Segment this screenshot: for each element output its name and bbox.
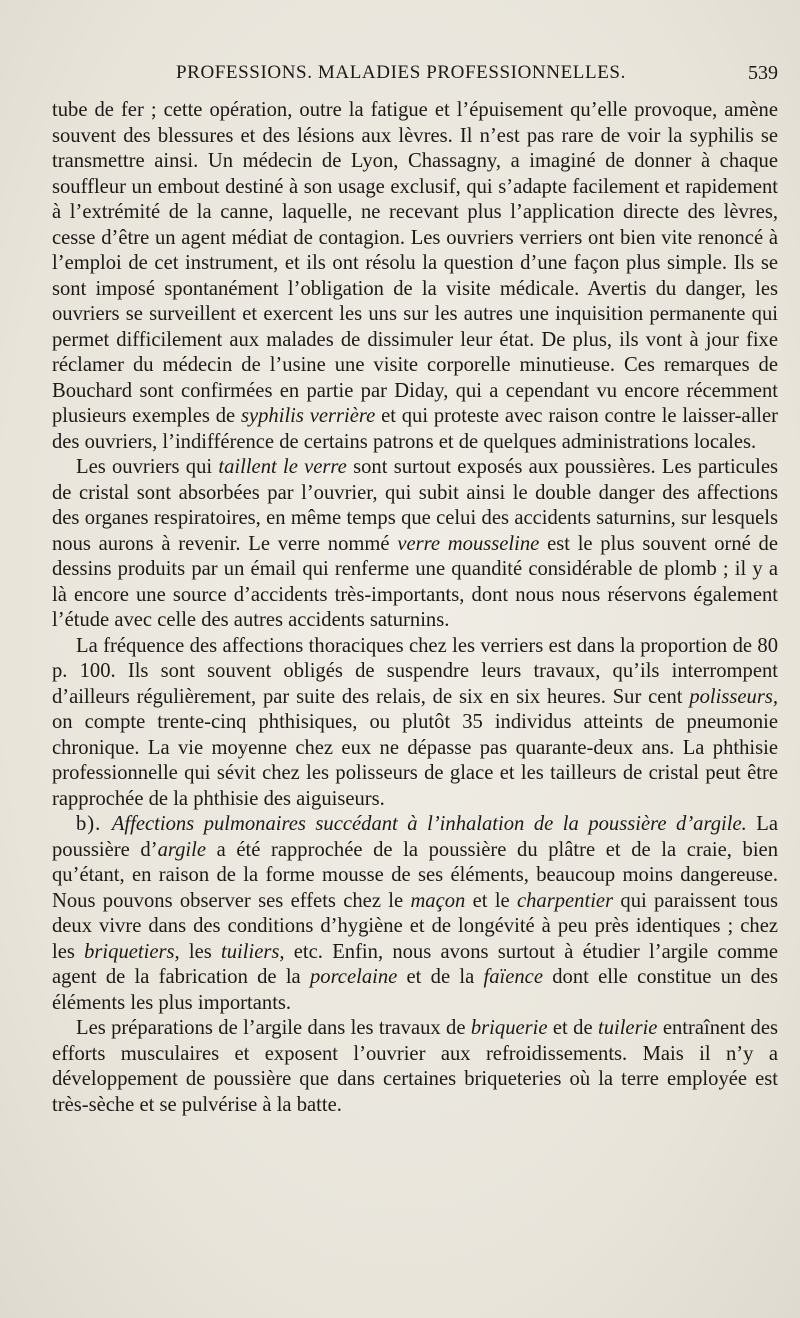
paragraph xyxy=(52,812,778,1016)
text-run: sont surtout exposés aux poussières. Les particules de cristal sont absorbées par l’ouvrier, qui subit ainsi le double danger des affections des organes respiratoires, en même temps que celui des accidents saturnins, sur lesquels nous aurons à revenir. Le verre nommé xyxy=(52,456,778,555)
paragraph xyxy=(52,1016,778,1118)
text-run: tube de fer ; cette opération, outre la fatigue et l’épuisement qu’elle provoque, amène souvent des blessures et des lésions aux lèvres. Il n’est pas rare de voir la syphilis se transmettre ainsi. Un médecin de Lyon, Chassagny, a imaginé de donner à chaque souffleur un embout destiné à son usage exclusif, qui s’adapte facilement et rapidement à l’extrémité de la canne, laquelle, ne recevant plus l’application directe des lèvres, cesse d’être un agent médiat de contagion. Les ouvriers verriers ont bien vite renoncé à l’emploi de cet instrument, et ils ont résolu la question d’une façon plus simple. Ils se sont imposé spontanément l’obligation de la visite médicale. Avertis du danger, les ouvriers se surveillent et exercent les uns sur les autres une inquisition permanente qui permet difficilement aux malades de dissimuler leur état. De plus, ils vont à jour fixe réclamer du médecin de l’usine une visite corporelle minutieuse. Ces remarques de Bouchard sont confirmées en partie par Diday, qui a cependant vu encore récemment plusieurs exemples de xyxy=(52,99,778,427)
text-run: et qui proteste avec raison contre le laisser-aller des ouvriers, l’indifférence de certains patrons et de quelques administrations locales. xyxy=(52,405,779,453)
paragraph xyxy=(52,98,778,455)
italic-run: briquerie xyxy=(470,1017,548,1039)
italic-run: argile xyxy=(157,838,206,861)
text-run: on compte trente-cinq phthisiques, ou plutôt 35 individus atteints de pneumonie chronique. La vie moyenne chez eux ne dépasse pas quarante-deux ans. La phthisie professionnelle qui sévit chez les polisseurs de glace et les tailleurs de cristal peut être rapprochée de la phthisie des aiguiseurs. xyxy=(52,711,778,810)
text-run: les xyxy=(179,940,222,963)
italic-run: polisseurs, xyxy=(689,685,778,708)
text-run: etc. Enfin, nous avons surtout à étudier l’argile comme agent de la fabrication de la xyxy=(52,940,778,988)
section-letter: b). xyxy=(76,813,112,835)
text-run: La fréquence des affections thoraciques chez les verriers est dans la proportion de 80 p. 100. Ils sont souvent obligés de suspendre leurs travaux, qu’ils interrompent d’ailleurs régulièrement, par suite des relais, de six en six heures. Sur cent xyxy=(52,634,778,708)
italic-run: syphilis verrière xyxy=(240,405,376,427)
paragraph xyxy=(52,634,778,813)
text-run: Les préparations de l’argile dans les travaux de xyxy=(76,1017,471,1039)
text-run: La poussière d’ xyxy=(52,813,779,861)
page-number: 539 xyxy=(748,62,778,84)
running-title: PROFESSIONS. MALADIES PROFESSIONNELLES. xyxy=(176,62,626,83)
text-run: et de la xyxy=(397,966,484,988)
italic-run: briquetiers, xyxy=(84,940,180,963)
text-run: et de xyxy=(547,1017,598,1039)
text-run: est le plus souvent orné de dessins produits par un émail qui renferme une quandité considérable de plomb ; il y a là encore une source d’accidents très-importants, dont nous nous réservons également l’étude avec celle des autres accidents saturnins. xyxy=(52,532,778,631)
section-heading: Affections pulmonaires succédant à l’inhalation de la poussière d’argile. xyxy=(111,813,747,835)
text-run: Les ouvriers qui xyxy=(76,456,219,478)
body-text xyxy=(52,98,778,1118)
italic-run: porcelaine xyxy=(309,966,398,988)
italic-run: charpentier xyxy=(517,889,614,912)
page-header xyxy=(52,60,778,90)
italic-run: verre mousseline xyxy=(397,532,540,555)
italic-run: faïence xyxy=(483,966,543,988)
paragraph xyxy=(52,455,778,634)
italic-run: tuilerie xyxy=(597,1017,658,1039)
italic-run: maçon xyxy=(410,889,466,912)
text-run: entraînent des efforts musculaires et exposent l’ouvrier aux refroidissements. Mais il n’y a développement de poussière que dans certaines briqueteries où la terre employée est très-sèche et se pulvérise à la batte. xyxy=(52,1017,778,1116)
italic-run: tuiliers, xyxy=(221,940,285,963)
text-run: a été rapprochée de la poussière du plâtre et de la craie, bien qu’étant, en raison de la forme mousse de ses éléments, beaucoup moins dangereuse. Nous pouvons observer ses effets chez le xyxy=(52,838,778,912)
italic-run: taillent le verre xyxy=(218,456,347,478)
text-run: qui paraissent tous deux vivre dans des conditions d’hygiène et de longévité à peu près identiques ; chez les xyxy=(52,889,779,963)
text-run: dont elle constitue un des éléments les plus importants. xyxy=(52,966,779,1014)
text-run: et le xyxy=(465,889,517,912)
